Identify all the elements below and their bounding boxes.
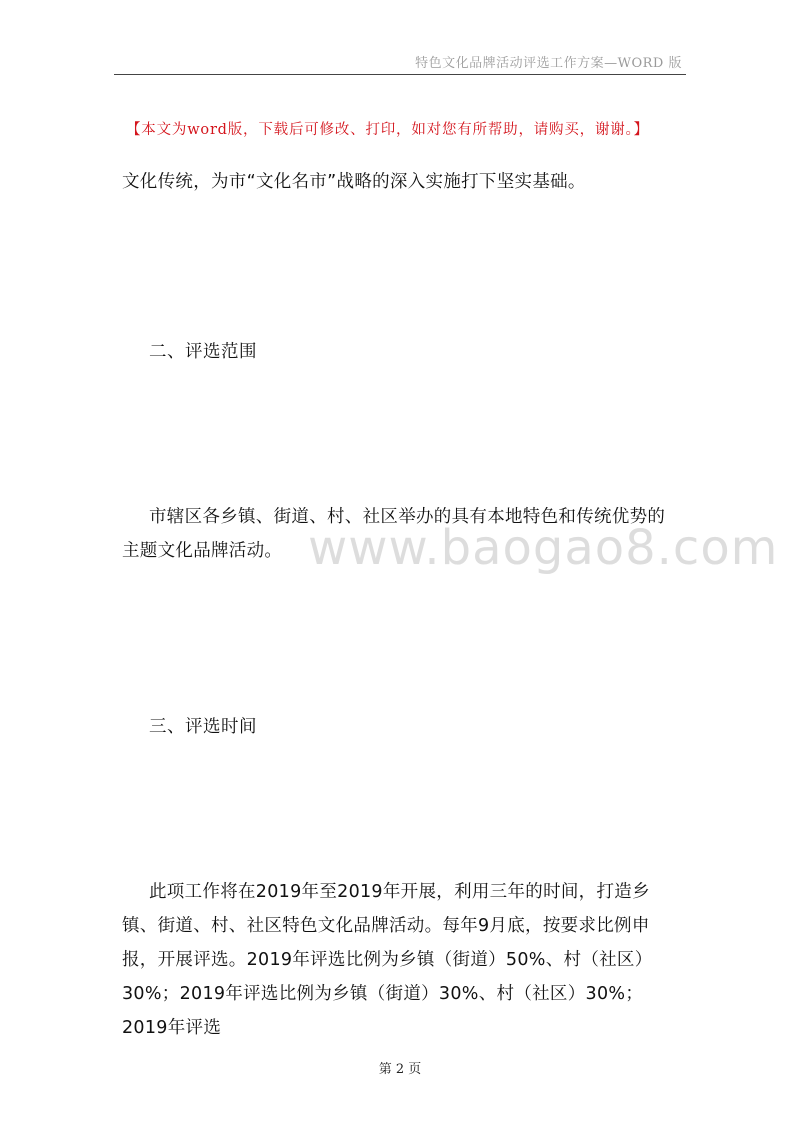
header-title: 特色文化品牌活动评选工作方案—WORD 版 bbox=[415, 56, 682, 71]
header-divider bbox=[114, 74, 686, 75]
section-heading-scope: 二、评选范围 bbox=[149, 342, 257, 362]
paragraph-time: 此项工作将在2019年至2019年开展，利用三年的时间，打造乡镇、街道、村、社区特色文化品牌活动。每年9月底，按要求比例申报，开展评选。2019年评选比例为乡镇（街道）50%、村（社区）30%；2019年评选比例为乡镇（街道）30%、村（社区）30%；2019年评选 bbox=[122, 882, 653, 1038]
paragraph-scope: 市辖区各乡镇、街道、村、社区举办的具有本地特色和传统优势的主题文化品牌活动。 bbox=[122, 507, 666, 561]
page-number: 第 2 页 bbox=[378, 1062, 422, 1077]
purchase-notice: 【本文为word版，下载后可修改、打印，如对您有所帮助，请购买，谢谢。】 bbox=[126, 122, 649, 138]
watermark: www.baogao8.com bbox=[308, 520, 779, 576]
paragraph-continuation: 文化传统，为市“文化名市”战略的深入实施打下坚实基础。 bbox=[122, 172, 586, 192]
section-heading-time: 三、评选时间 bbox=[149, 717, 257, 737]
